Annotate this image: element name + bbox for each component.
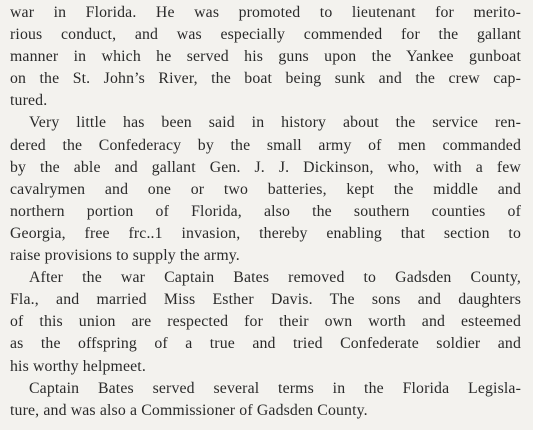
paragraph-confederacy-service [10, 112, 521, 267]
text-line: as the offspring of a true and tried Confederate soldier and [10, 335, 521, 353]
text-line: on the St. John’s River, the boat being sunk and the crew cap- [10, 70, 521, 88]
text-line: tured. [10, 92, 48, 110]
text-line: raise provisions to supply the army. [10, 247, 240, 265]
text-line: northern portion of Florida, also the southern counties of [10, 202, 521, 220]
text-line: Fla., and married Miss Esther Davis. The sons and daughters [10, 291, 521, 309]
text-line: Georgia, free frc..1 invasion, thereby enabling that section to [10, 224, 521, 242]
paragraph-after-war [10, 267, 521, 377]
text-line: manner in which he served his guns upon the Yankee gunboat [10, 48, 521, 66]
text-line: After the war Captain Bates removed to Gadsden County, [29, 269, 521, 287]
text-line: Captain Bates served several terms in the Florida Legisla- [29, 379, 521, 397]
text-line: rious conduct, and was especially commended for the gallant [10, 26, 521, 44]
text-line: Very little has been said in history about the service ren- [29, 114, 521, 132]
text-line: his worthy helpmeet. [10, 357, 146, 375]
paragraph-promotion [10, 2, 521, 112]
text-line: dered the Confederacy by the small army of men commanded [10, 136, 521, 154]
paragraph-legislature [10, 378, 521, 422]
text-line: of this union are respected for their own worth and esteemed [10, 313, 521, 331]
text-line: war in Florida. He was promoted to lieutenant for merito- [10, 4, 521, 21]
text-line: cavalrymen and one or two batteries, kept the middle and [10, 180, 521, 198]
text-line: by the able and gallant Gen. J. J. Dickinson, who, with a few [10, 158, 521, 176]
text-line: ture, and was also a Commissioner of Gadsden County. [10, 401, 368, 419]
